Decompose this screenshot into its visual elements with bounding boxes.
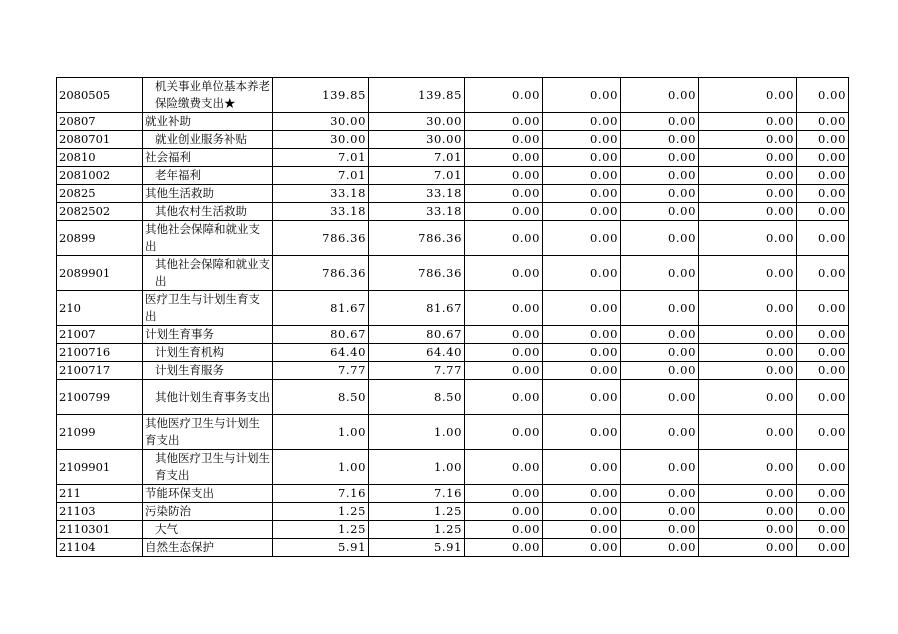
row-value-col1: 139.85: [273, 78, 369, 113]
row-value-col5: 0.00: [621, 503, 699, 521]
row-value-col6: 0.00: [699, 326, 797, 344]
row-value-col3: 0.00: [465, 131, 543, 149]
row-name: 其他社会保障和就业支出: [143, 256, 273, 291]
row-name: 其他生活救助: [143, 185, 273, 203]
table-row: [57, 185, 849, 203]
row-name: 其他医疗卫生与计划生育支出: [143, 450, 273, 485]
row-value-col1: 64.40: [273, 344, 369, 362]
row-value-col7: 0.00: [797, 113, 849, 131]
row-value-col5: 0.00: [621, 521, 699, 539]
table-row: [57, 362, 849, 380]
row-value-col5: 0.00: [621, 113, 699, 131]
row-name: 社会福利: [143, 149, 273, 167]
row-value-col7: 0.00: [797, 503, 849, 521]
row-value-col1: 7.01: [273, 167, 369, 185]
table-row: [57, 113, 849, 131]
table-row: [57, 149, 849, 167]
row-value-col3: 0.00: [465, 485, 543, 503]
row-value-col4: 0.00: [543, 131, 621, 149]
row-name: 计划生育服务: [143, 362, 273, 380]
row-value-col7: 0.00: [797, 485, 849, 503]
row-value-col1: 5.91: [273, 539, 369, 557]
row-value-col2: 786.36: [369, 221, 465, 256]
row-name: 机关事业单位基本养老保险缴费支出★: [143, 78, 273, 113]
row-value-col6: 0.00: [699, 185, 797, 203]
row-value-col3: 0.00: [465, 326, 543, 344]
row-value-col3: 0.00: [465, 415, 543, 450]
row-value-col5: 0.00: [621, 539, 699, 557]
row-value-col2: 1.25: [369, 503, 465, 521]
row-value-col4: 0.00: [543, 113, 621, 131]
row-name: 计划生育机构: [143, 344, 273, 362]
row-value-col7: 0.00: [797, 326, 849, 344]
row-name: 自然生态保护: [143, 539, 273, 557]
row-value-col6: 0.00: [699, 344, 797, 362]
row-value-col1: 8.50: [273, 380, 369, 415]
row-value-col6: 0.00: [699, 78, 797, 113]
row-value-col5: 0.00: [621, 78, 699, 113]
row-name: 其他社会保障和就业支出: [143, 221, 273, 256]
row-value-col2: 33.18: [369, 203, 465, 221]
row-value-col6: 0.00: [699, 485, 797, 503]
row-value-col7: 0.00: [797, 521, 849, 539]
row-value-col1: 7.01: [273, 149, 369, 167]
row-code: 2081002: [57, 167, 143, 185]
row-code: 210: [57, 291, 143, 326]
row-name: 医疗卫生与计划生育支出: [143, 291, 273, 326]
table-row: [57, 503, 849, 521]
row-code: 20810: [57, 149, 143, 167]
row-value-col6: 0.00: [699, 450, 797, 485]
table-row: [57, 539, 849, 557]
row-value-col5: 0.00: [621, 185, 699, 203]
row-value-col4: 0.00: [543, 344, 621, 362]
row-value-col3: 0.00: [465, 450, 543, 485]
row-code: 21104: [57, 539, 143, 557]
row-value-col5: 0.00: [621, 149, 699, 167]
row-value-col4: 0.00: [543, 326, 621, 344]
table-row: [57, 167, 849, 185]
row-value-col7: 0.00: [797, 256, 849, 291]
row-value-col5: 0.00: [621, 344, 699, 362]
row-code: 20825: [57, 185, 143, 203]
row-value-col2: 33.18: [369, 185, 465, 203]
row-value-col2: 7.01: [369, 167, 465, 185]
row-code: 20899: [57, 221, 143, 256]
table-row: [57, 380, 849, 415]
row-value-col3: 0.00: [465, 78, 543, 113]
row-value-col2: 1.00: [369, 450, 465, 485]
row-value-col3: 0.00: [465, 503, 543, 521]
row-name: 其他计划生育事务支出: [143, 380, 273, 415]
row-code: 2080701: [57, 131, 143, 149]
table-body: [57, 78, 849, 557]
row-value-col5: 0.00: [621, 167, 699, 185]
row-value-col1: 7.16: [273, 485, 369, 503]
row-value-col6: 0.00: [699, 113, 797, 131]
table-row: [57, 521, 849, 539]
row-value-col2: 5.91: [369, 539, 465, 557]
row-value-col4: 0.00: [543, 380, 621, 415]
row-value-col4: 0.00: [543, 149, 621, 167]
row-value-col4: 0.00: [543, 167, 621, 185]
row-value-col5: 0.00: [621, 450, 699, 485]
row-value-col2: 7.01: [369, 149, 465, 167]
row-value-col3: 0.00: [465, 539, 543, 557]
row-code: 21103: [57, 503, 143, 521]
row-value-col3: 0.00: [465, 185, 543, 203]
row-value-col5: 0.00: [621, 415, 699, 450]
row-value-col3: 0.00: [465, 149, 543, 167]
row-name: 其他医疗卫生与计划生育支出: [143, 415, 273, 450]
table-row: [57, 221, 849, 256]
row-code: 2080505: [57, 78, 143, 113]
row-name: 就业补助: [143, 113, 273, 131]
row-value-col4: 0.00: [543, 203, 621, 221]
row-value-col4: 0.00: [543, 485, 621, 503]
row-value-col2: 64.40: [369, 344, 465, 362]
row-value-col5: 0.00: [621, 326, 699, 344]
row-value-col1: 786.36: [273, 256, 369, 291]
row-value-col7: 0.00: [797, 167, 849, 185]
row-value-col2: 8.50: [369, 380, 465, 415]
row-value-col4: 0.00: [543, 221, 621, 256]
row-value-col7: 0.00: [797, 203, 849, 221]
table-row: [57, 326, 849, 344]
row-code: 2089901: [57, 256, 143, 291]
row-value-col2: 81.67: [369, 291, 465, 326]
row-value-col6: 0.00: [699, 539, 797, 557]
row-value-col7: 0.00: [797, 344, 849, 362]
row-value-col6: 0.00: [699, 256, 797, 291]
row-value-col6: 0.00: [699, 503, 797, 521]
row-value-col5: 0.00: [621, 485, 699, 503]
row-value-col7: 0.00: [797, 131, 849, 149]
row-value-col2: 1.25: [369, 521, 465, 539]
row-value-col1: 1.25: [273, 521, 369, 539]
row-value-col5: 0.00: [621, 221, 699, 256]
row-value-col7: 0.00: [797, 450, 849, 485]
row-value-col7: 0.00: [797, 380, 849, 415]
row-name: 老年福利: [143, 167, 273, 185]
row-value-col7: 0.00: [797, 362, 849, 380]
row-value-col4: 0.00: [543, 415, 621, 450]
row-value-col1: 786.36: [273, 221, 369, 256]
row-value-col4: 0.00: [543, 78, 621, 113]
row-code: 2082502: [57, 203, 143, 221]
row-value-col1: 1.25: [273, 503, 369, 521]
row-name: 就业创业服务补贴: [143, 131, 273, 149]
row-value-col5: 0.00: [621, 203, 699, 221]
row-value-col2: 30.00: [369, 131, 465, 149]
row-value-col4: 0.00: [543, 521, 621, 539]
row-value-col1: 33.18: [273, 203, 369, 221]
row-value-col1: 80.67: [273, 326, 369, 344]
row-value-col3: 0.00: [465, 203, 543, 221]
row-value-col7: 0.00: [797, 149, 849, 167]
row-value-col5: 0.00: [621, 291, 699, 326]
row-value-col2: 1.00: [369, 415, 465, 450]
row-value-col6: 0.00: [699, 167, 797, 185]
row-value-col2: 80.67: [369, 326, 465, 344]
row-value-col5: 0.00: [621, 380, 699, 415]
row-value-col4: 0.00: [543, 291, 621, 326]
row-value-col5: 0.00: [621, 256, 699, 291]
table-row: [57, 78, 849, 113]
row-value-col3: 0.00: [465, 291, 543, 326]
row-code: 2100716: [57, 344, 143, 362]
row-value-col4: 0.00: [543, 503, 621, 521]
row-value-col6: 0.00: [699, 203, 797, 221]
row-value-col5: 0.00: [621, 131, 699, 149]
table-row: [57, 291, 849, 326]
row-code: 2109901: [57, 450, 143, 485]
row-code: 2100799: [57, 380, 143, 415]
row-code: 21007: [57, 326, 143, 344]
row-value-col4: 0.00: [543, 185, 621, 203]
row-value-col3: 0.00: [465, 362, 543, 380]
row-value-col7: 0.00: [797, 291, 849, 326]
row-value-col3: 0.00: [465, 256, 543, 291]
row-value-col2: 7.16: [369, 485, 465, 503]
row-name: 计划生育事务: [143, 326, 273, 344]
row-value-col4: 0.00: [543, 362, 621, 380]
row-value-col2: 786.36: [369, 256, 465, 291]
row-code: 2100717: [57, 362, 143, 380]
table-row: [57, 131, 849, 149]
row-value-col1: 1.00: [273, 415, 369, 450]
row-name: 污染防治: [143, 503, 273, 521]
row-value-col1: 81.67: [273, 291, 369, 326]
row-value-col6: 0.00: [699, 521, 797, 539]
row-value-col3: 0.00: [465, 221, 543, 256]
row-code: 21099: [57, 415, 143, 450]
budget-table: [56, 77, 849, 557]
row-code: 2110301: [57, 521, 143, 539]
row-value-col5: 0.00: [621, 362, 699, 380]
row-value-col2: 7.77: [369, 362, 465, 380]
table-row: [57, 203, 849, 221]
row-name: 大气: [143, 521, 273, 539]
table-row: [57, 485, 849, 503]
row-name: 节能环保支出: [143, 485, 273, 503]
row-value-col7: 0.00: [797, 185, 849, 203]
row-value-col3: 0.00: [465, 167, 543, 185]
row-value-col1: 33.18: [273, 185, 369, 203]
row-value-col4: 0.00: [543, 539, 621, 557]
row-value-col7: 0.00: [797, 539, 849, 557]
row-value-col3: 0.00: [465, 380, 543, 415]
row-value-col7: 0.00: [797, 78, 849, 113]
row-value-col1: 30.00: [273, 131, 369, 149]
row-value-col3: 0.00: [465, 113, 543, 131]
row-value-col7: 0.00: [797, 221, 849, 256]
row-value-col6: 0.00: [699, 415, 797, 450]
row-code: 211: [57, 485, 143, 503]
row-value-col6: 0.00: [699, 291, 797, 326]
row-value-col1: 1.00: [273, 450, 369, 485]
row-value-col1: 30.00: [273, 113, 369, 131]
row-value-col6: 0.00: [699, 362, 797, 380]
row-name: 其他农村生活救助: [143, 203, 273, 221]
row-value-col6: 0.00: [699, 380, 797, 415]
row-code: 20807: [57, 113, 143, 131]
row-value-col4: 0.00: [543, 450, 621, 485]
row-value-col3: 0.00: [465, 344, 543, 362]
row-value-col6: 0.00: [699, 221, 797, 256]
row-value-col2: 139.85: [369, 78, 465, 113]
row-value-col4: 0.00: [543, 256, 621, 291]
row-value-col7: 0.00: [797, 415, 849, 450]
table-row: [57, 344, 849, 362]
row-value-col1: 7.77: [273, 362, 369, 380]
row-value-col6: 0.00: [699, 149, 797, 167]
row-value-col3: 0.00: [465, 521, 543, 539]
row-value-col6: 0.00: [699, 131, 797, 149]
row-value-col2: 30.00: [369, 113, 465, 131]
table-row: [57, 415, 849, 450]
table-row: [57, 450, 849, 485]
table-row: [57, 256, 849, 291]
